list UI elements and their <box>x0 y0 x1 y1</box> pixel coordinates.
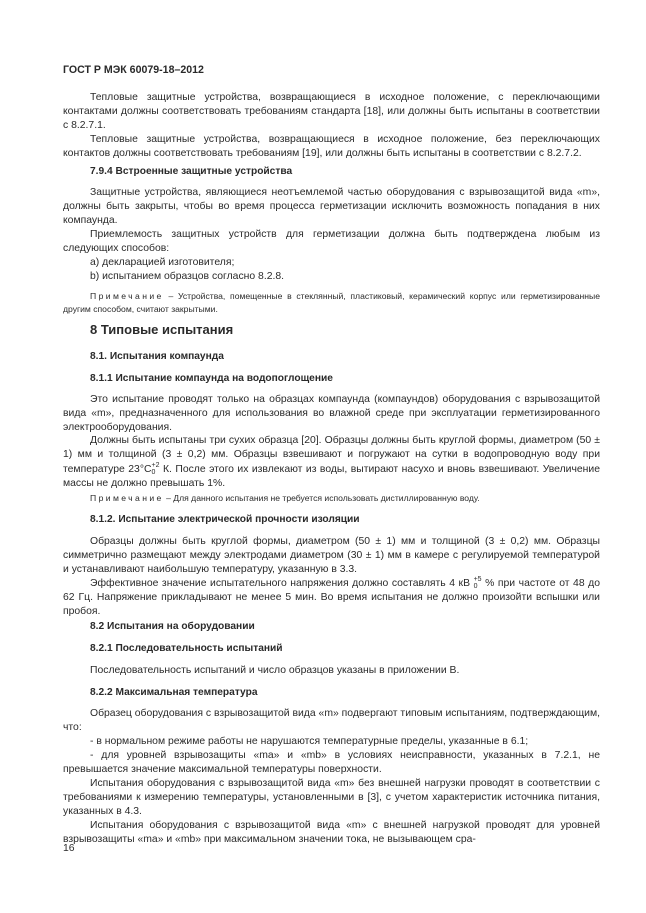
list-item: a) декларацией изготовителя; <box>90 257 235 268</box>
section-heading: 7.9.4 Встроенные защитные устройства <box>90 166 293 177</box>
chapter-heading: 8 Типовые испытания <box>90 322 234 337</box>
text: Должны быть испытаны три сухих образца [20]. Образцы должны быть круглой формы, диаметром (50 ± 1) мм и толщиной (3 ± 0,2) мм. Образцы взвешивают и погружают на сутки в водопроводную воду при температуре 23°С <box>63 435 600 476</box>
note-text: – Для данного испытания не требуется использовать дистиллированную воду. <box>163 493 480 503</box>
sup: +2 <box>151 462 160 470</box>
note-label: Примечание <box>90 493 164 503</box>
list-item: - в нормальном режиме работы не нарушаются температурные пределы, указанные в 6.1; <box>90 736 529 747</box>
text: К. После этого их извлекают из воды, вытирают насухо и вновь взвешивают. Увеличение массы не должно превышать 1%. <box>63 464 600 490</box>
list-item: - для уровней взрывозащиты «ma» и «mb» в условиях неисправности, указанных в 7.2.1, не превышается значение максимальной температуры поверхности. <box>63 750 600 776</box>
paragraph: Образцы должны быть круглой формы, диаметром (50 ± 1) мм и толщиной (3 ± 0,2) мм. Образцы симметрично размещают между электродами диаметром (30 ± 1) мм в камере с регулируемой температурой и устанавливают наибольшую температуру, указанную в 3.3. <box>63 536 600 576</box>
sup: +5 <box>473 576 482 583</box>
paragraph <box>63 434 600 492</box>
paragraph: Защитные устройства, являющиеся неотъемлемой частью оборудования с взрывозащитой вида «m», должны быть закрыты, чтобы во время процесса герметизации исключить возможность попадания в них компаунда. <box>63 187 600 227</box>
list-item: b) испытанием образцов согласно 8.2.8. <box>90 271 285 282</box>
section-heading: 8.1.2. Испытание электрической прочности изоляции <box>90 514 360 525</box>
note-text: – Устройства, помещенные в стеклянный, пластиковый, керамический корпус или герметизированные другим способом, считают закрытыми. <box>63 291 600 314</box>
document-header: ГОСТ Р МЭК 60079-18–2012 <box>63 64 204 76</box>
tolerance <box>474 576 482 590</box>
paragraph: Это испытание проводят только на образцах компаунда (компаундов) оборудования с взрывозащитой вида «m», предназначенного для использования во влажной среде при эксплуатации герметизированного электрооборудования. <box>63 394 600 434</box>
section-heading: 8.2.2 Максимальная температура <box>90 687 258 698</box>
paragraph: Тепловые защитные устройства, возвращающиеся в исходное положение, без переключающих контактов должны соответствовать требованиям [19], или должны быть испытаны в соответствии с 8.2.7.2. <box>63 134 600 160</box>
note <box>63 492 600 505</box>
note-label: Примечание <box>90 291 164 301</box>
text: % при частоте от 48 до 62 Гц. Напряжение прикладывают не менее 5 мин. Во время испытания не должно произойти вспышки или пробоя. <box>63 577 601 618</box>
paragraph: Испытания оборудования с взрывозащитой вида «m» с внешней нагрузкой проводят для уровней взрывозащиты «ma» и «mb» при максимальном значении тока, не вызывающем сра- <box>63 820 600 846</box>
paragraph: Тепловые защитные устройства, возвращающиеся в исходное положение, с переключающими контактами должны соответствовать требованиям стандарта [18], или должны быть испытаны в соответствии с 8.2.7.1. <box>63 92 600 132</box>
section-heading: 8.1.1 Испытание компаунда на водопоглощение <box>90 373 333 384</box>
note <box>63 290 600 316</box>
sub: 0 <box>151 469 156 477</box>
paragraph: Испытания оборудования с взрывозащитой вида «m» без внешней нагрузки проводят в соответствии с требованиями к измерению температуры, установленными в [3], с учетом характеристик источника питания, указанных в 4.3. <box>63 778 600 818</box>
section-heading: 8.1. Испытания компаунда <box>90 351 224 362</box>
section-heading: 8.2 Испытания на оборудовании <box>90 621 255 632</box>
paragraph: Последовательность испытаний и число образцов указаны в приложении В. <box>90 665 460 676</box>
text: Эффективное значение испытательного напряжения должно составлять 4 кВ <box>90 577 474 589</box>
section-heading: 8.2.1 Последовательность испытаний <box>90 643 283 654</box>
paragraph: Образец оборудования с взрывозащитой вида «m» подвергают типовым испытаниям, подтверждающим, что: <box>63 708 600 734</box>
page-number: 16 <box>63 843 75 854</box>
paragraph: Приемлемость защитных устройств для герметизации должна быть подтверждена любым из следующих способов: <box>63 229 600 255</box>
paragraph <box>63 576 600 619</box>
sub: 0 <box>473 583 478 590</box>
